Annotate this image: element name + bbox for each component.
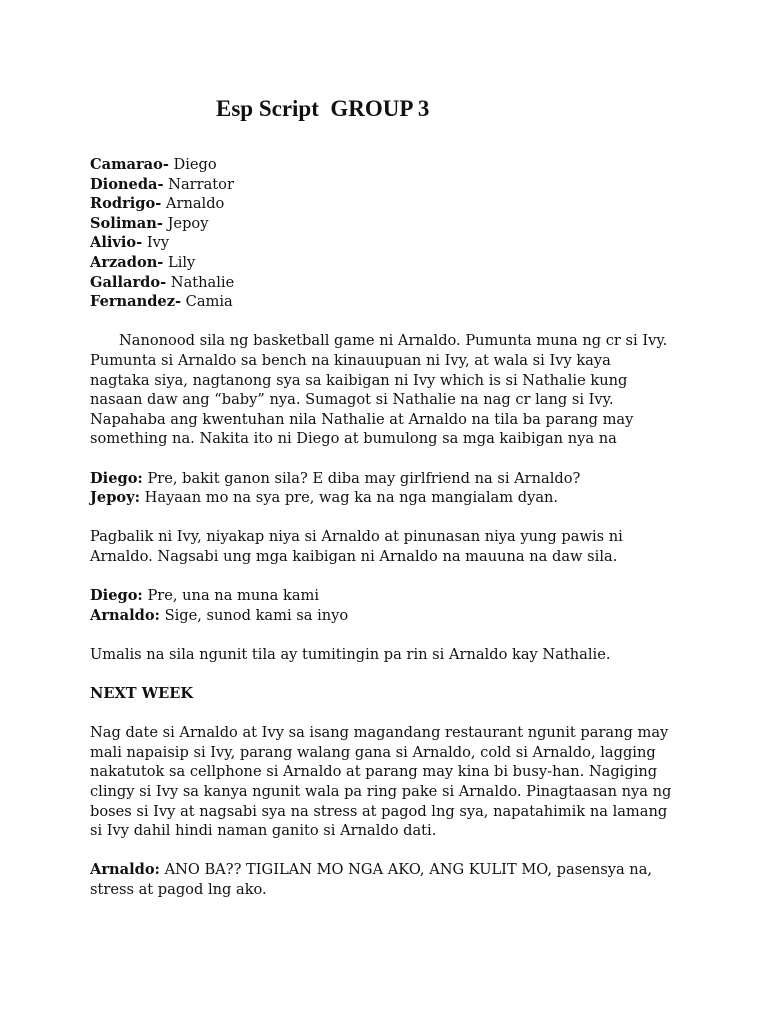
cast-item [90, 214, 680, 234]
cast-surname: Fernandez- [90, 293, 182, 311]
dialogue-text: Hayaan mo na sya pre, wag ka na nga mangialam dyan. [140, 489, 559, 507]
cast-role: Arnaldo [161, 195, 225, 213]
cast-list [90, 155, 680, 312]
paragraph-line: Umalis na sila ngunit tila ay tumitingin pa rin si Arnaldo kay Nathalie. [90, 645, 611, 663]
cast-role: Nathalie [166, 273, 235, 291]
dialogue-text: ANO BA?? TIGILAN MO NGA AKO, ANG KULIT MO, pasensya na, [159, 861, 653, 879]
cast-surname: Camarao- [90, 156, 169, 173]
paragraph-line: boses si Ivy at nagsabi sya na stress at pagod lng sya, napatahimik na lamang [90, 802, 668, 820]
dialogue-block [90, 469, 680, 508]
cast-item [90, 253, 680, 273]
speaker-name: Arnaldo: [90, 861, 160, 879]
paragraph-return [90, 527, 680, 566]
paragraph-line: Nanonood sila ng basketball game ni Arnaldo. Pumunta muna ng cr si Ivy. [119, 332, 668, 350]
speaker-name: Arnaldo: [90, 606, 160, 624]
script-body [90, 155, 680, 919]
paragraph-line: nakatutok sa cellphone si Arnaldo at parang may kina bi busy-han. Nagiging [90, 763, 658, 781]
speaker-name: Diego: [90, 469, 143, 487]
cast-surname: Soliman- [90, 214, 163, 232]
section-heading: NEXT WEEK [90, 685, 194, 703]
page-title: Esp Script GROUP 3 [216, 96, 430, 121]
cast-role: Lily [163, 253, 196, 271]
dialogue-block [90, 586, 680, 625]
paragraph-basketball [90, 331, 680, 449]
cast-role: Ivy [142, 234, 170, 252]
paragraph-line: Arnaldo. Nagsabi ung mga kaibigan ni Arnaldo na mauuna na daw sila. [90, 547, 618, 565]
paragraph-line: clingy si Ivy sa kanya ngunit wala pa ring pake si Arnaldo. Pinagtaasan nya ng [90, 783, 672, 800]
paragraph-line: Napahaba ang kwentuhan nila Nathalie at Arnaldo na tila ba parang may [90, 410, 634, 428]
cast-surname: Alivio- [90, 234, 143, 252]
paragraph-date [90, 723, 680, 841]
dialogue-line [90, 606, 680, 626]
cast-role: Camia [181, 293, 233, 311]
dialogue-text: Sige, sunod kami sa inyo [159, 606, 349, 624]
dialogue-line: stress at pagod lng ako. [90, 880, 267, 898]
cast-surname: Gallardo- [90, 273, 167, 291]
dialogue-text: Pre, bakit ganon sila? E diba may girlfriend na si Arnaldo? [142, 469, 581, 487]
dialogue-line [90, 469, 680, 489]
paragraph-line: Pagbalik ni Ivy, niyakap niya si Arnaldo at pinunasan niya yung pawis ni [90, 528, 623, 546]
paragraph-line: mali napaisip si Ivy, parang walang gana si Arnaldo, cold si Arnaldo, lagging [90, 743, 656, 761]
paragraph-line: si Ivy dahil hindi naman ganito si Arnaldo dati. [90, 822, 437, 840]
cast-item [90, 175, 680, 195]
cast-surname: Dioneda- [90, 175, 164, 193]
cast-item [90, 292, 680, 312]
paragraph-leaving [90, 645, 680, 665]
cast-item [90, 155, 680, 175]
paragraph-line: something na. Nakita ito ni Diego at bumulong sa mga kaibigan nya na [90, 430, 617, 448]
cast-surname: Rodrigo- [90, 195, 162, 213]
cast-role: Jepoy [162, 214, 209, 232]
paragraph-line: nasaan daw ang “baby” nya. Sumagot si Nathalie na nag cr lang si Ivy. [90, 391, 614, 409]
dialogue-line [90, 586, 680, 606]
paragraph-line: Nag date si Arnaldo at Ivy sa isang magandang restaurant ngunit parang may [90, 724, 669, 742]
dialogue-text: Pre, una na muna kami [142, 587, 320, 605]
paragraph-line: nagtaka siya, nagtanong sya sa kaibigan ni Ivy which is si Nathalie kung [90, 371, 628, 389]
dialogue-block [90, 860, 680, 899]
cast-item [90, 273, 680, 293]
speaker-name: Diego: [90, 587, 143, 605]
speaker-name: Jepoy: [90, 489, 140, 507]
cast-item [90, 233, 680, 253]
dialogue-line [90, 488, 680, 508]
cast-surname: Arzadon- [90, 253, 164, 271]
cast-role: Diego [168, 156, 217, 173]
cast-item [90, 194, 680, 214]
paragraph-line: Pumunta si Arnaldo sa bench na kinauupuan ni Ivy, at wala si Ivy kaya [90, 351, 611, 369]
dialogue-line [90, 860, 680, 880]
cast-role: Narrator [163, 175, 234, 193]
